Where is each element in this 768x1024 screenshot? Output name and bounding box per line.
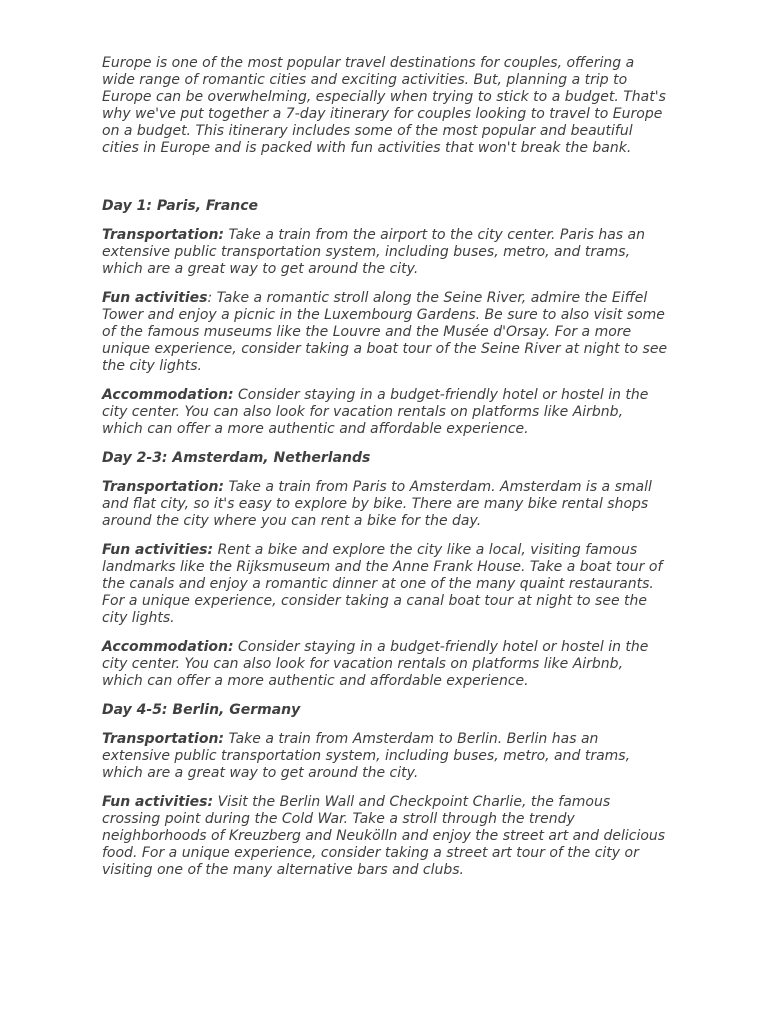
transportation-text: Take a train from the airport to the city center. Paris has an extensive public transportation system, including buses, metro, and trams, which are a great way to get around the city.	[102, 227, 645, 277]
day-1-heading: Day 1: Paris, France	[102, 198, 259, 214]
fun-activities-text: : Take a romantic stroll along the Seine River, admire the Eiffel Tower and enjoy a picnic in the Luxembourg Gardens. Be sure to also visit some of the famous museums like the Louvre and the Musée d'Orsay. For a more unique experience, consider taking a boat tour of the Seine River at night to see the city lights.	[102, 290, 668, 374]
accommodation-label: Accommodation:	[102, 639, 234, 655]
transportation-label: Transportation:	[102, 227, 225, 243]
day-4-5-transportation	[102, 731, 668, 782]
day-4-5-fun-activities	[102, 794, 668, 879]
accommodation-text: Consider staying in a budget-friendly hotel or hostel in the city center. You can also look for vacation rentals on platforms like Airbnb, which can offer a more authentic and affordable experience.	[102, 639, 649, 689]
day-1-transportation	[102, 227, 668, 278]
day-1-fun-activities	[102, 290, 668, 375]
day-2-3-transportation	[102, 479, 668, 530]
document-page	[102, 55, 668, 891]
day-2-3-accommodation	[102, 639, 668, 690]
accommodation-text: Consider staying in a budget-friendly hotel or hostel in the city center. You can also look for vacation rentals on platforms like Airbnb, which can offer a more authentic and affordable experience.	[102, 387, 649, 437]
intro-paragraph: Europe is one of the most popular travel destinations for couples, offering a wide range of romantic cities and exciting activities. But, planning a trip to Europe can be overwhelming, especially when trying to stick to a budget. That's why we've put together a 7-day itinerary for couples looking to travel to Europe on a budget. This itinerary includes some of the most popular and beautiful cities in Europe and is packed with fun activities that won't break the bank.	[102, 55, 666, 156]
day-1-accommodation	[102, 387, 668, 438]
transportation-text: Take a train from Amsterdam to Berlin. Berlin has an extensive public transportation system, including buses, metro, and trams, which are a great way to get around the city.	[102, 731, 631, 781]
fun-activities-text: Rent a bike and explore the city like a local, visiting famous landmarks like the Rijksmuseum and the Anne Frank House. Take a boat tour of the canals and enjoy a romantic dinner at one of the many quaint restaurants. For a unique experience, consider taking a canal boat tour at night to see the city lights.	[102, 542, 663, 626]
day-2-3-fun-activities	[102, 542, 668, 627]
transportation-label: Transportation:	[102, 479, 225, 495]
fun-activities-label: Fun activities:	[102, 794, 214, 810]
day-2-3-heading: Day 2-3: Amsterdam, Netherlands	[102, 450, 371, 466]
transportation-text: Take a train from Paris to Amsterdam. Amsterdam is a small and flat city, so it's easy to explore by bike. There are many bike rental shops around the city where you can rent a bike for the day.	[102, 479, 652, 529]
fun-activities-label: Fun activities	[102, 290, 208, 306]
fun-activities-text: Visit the Berlin Wall and Checkpoint Charlie, the famous crossing point during the Cold War. Take a stroll through the trendy neighborhoods of Kreuzberg and Neukölln and enjoy the street art and delicious food. For a unique experience, consider taking a street art tour of the city or visiting one of the many alternative bars and clubs.	[102, 794, 666, 878]
accommodation-label: Accommodation:	[102, 387, 234, 403]
transportation-label: Transportation:	[102, 731, 225, 747]
fun-activities-label: Fun activities:	[102, 542, 214, 558]
day-4-5-heading: Day 4-5: Berlin, Germany	[102, 702, 301, 718]
